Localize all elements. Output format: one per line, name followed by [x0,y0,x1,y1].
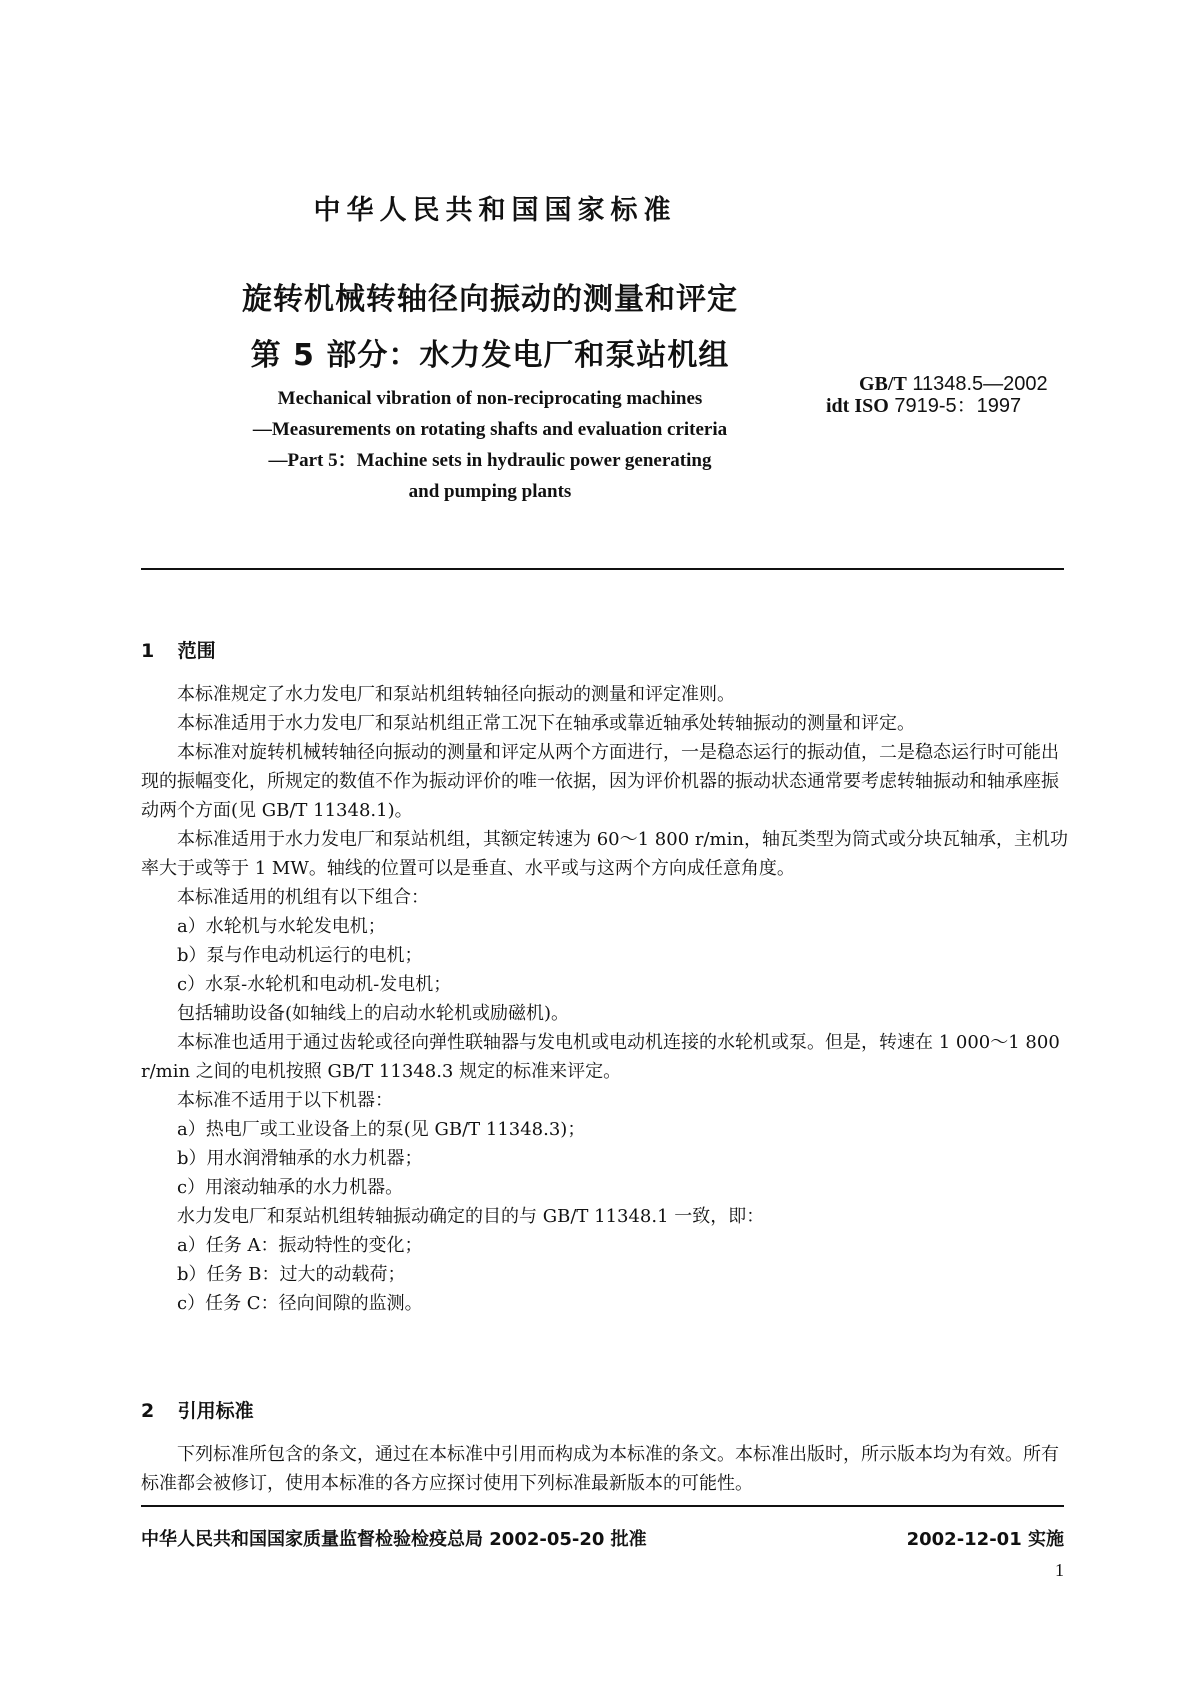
section-title: 引用标准 [177,1400,254,1422]
iso-equivalent: idt ISO 7919-5：1997 [826,395,1022,417]
section-2-heading [141,1396,254,1423]
page-number: 1 [1055,1560,1064,1580]
chinese-title-line-2: 第 5 部分：水力发电厂和泵站机组 [250,338,730,373]
standard-type-title: 中华人民共和国国家标准 [313,195,677,226]
list-item: b）泵与作电动机运行的电机； [177,945,423,966]
section-number: 1 [141,640,155,662]
english-title-line: —Measurements on rotating shafts and evaluation criteria [252,419,728,440]
english-title-line: —Part 5：Machine sets in hydraulic power generating [268,450,712,471]
english-title-line: and pumping plants [408,481,572,502]
paragraph: 本标准对旋转机械转轴径向振动的测量和评定从两个方面进行，一是稳态运行的振动值，二是稳态运行时可能出现的振幅变化，所规定的数值不作为振动评价的唯一依据，因为评价机器的振动状态通常要考虑转轴振动和轴承座振动两个方面(见 GB/T 11348.1)。 [141,742,1059,821]
list-item: b）用水润滑轴承的水力机器； [177,1148,423,1169]
paragraph: 本标准适用于水力发电厂和泵站机组，其额定转速为 60～1 800 r/min，轴瓦类型为筒式或分块瓦轴承，主机功率大于或等于 1 MW。轴线的位置可以是垂直、水平或与这两个方向成任意角度。 [141,829,1068,879]
list-item: a）热电厂或工业设备上的泵(见 GB/T 11348.3)； [177,1119,586,1140]
section-2-body [141,1440,1068,1498]
standard-code-block [826,373,1048,417]
paragraph: 本标准规定了水力发电厂和泵站机组转轴径向振动的测量和评定准则。 [177,684,735,705]
list-item: c）水泵-水轮机和电动机-发电机； [177,974,452,995]
list-item: a）水轮机与水轮发电机； [177,916,386,937]
paragraph: 下列标准所包含的条文，通过在本标准中引用而构成为本标准的条文。本标准出版时，所示版本均为有效。所有标准都会被修订，使用本标准的各方应探讨使用下列标准最新版本的可能性。 [141,1444,1059,1494]
english-title-line: Mechanical vibration of non-reciprocating machines [277,388,703,409]
paragraph: 本标准适用于水力发电厂和泵站机组正常工况下在轴承或靠近轴承处转轴振动的测量和评定。 [177,713,915,734]
paragraph: 本标准不适用于以下机器： [177,1090,393,1111]
section-1-heading [141,636,216,663]
list-item: a）任务 A：振动特性的变化； [177,1235,423,1256]
approval-statement: 中华人民共和国国家质量监督检验检疫总局 2002-05-20 批准 [141,1529,647,1550]
implementation-date: 2002-12-01 实施 [906,1529,1064,1550]
paragraph: 本标准适用的机组有以下组合： [177,887,429,908]
paragraph: 水力发电厂和泵站机组转轴振动确定的目的与 GB/T 11348.1 一致，即： [177,1206,765,1227]
paragraph: 包括辅助设备(如轴线上的启动水轮机或励磁机)。 [177,1003,570,1024]
standard-code: GB/T 11348.5—2002 [859,373,1048,395]
list-item: c）用滚动轴承的水力机器。 [177,1177,404,1198]
section-number: 2 [141,1400,155,1422]
footer-divider [141,1505,1064,1507]
english-title [140,383,840,507]
chinese-title-line-1: 旋转机械转轴径向振动的测量和评定 [242,282,738,317]
section-1-body [141,680,1068,1318]
list-item: b）任务 B：过大的动载荷； [177,1264,406,1285]
paragraph: 本标准也适用于通过齿轮或径向弹性联轴器与发电机或电动机连接的水轮机或泵。但是，转速在 1 000～1 800 r/min 之间的电机按照 GB/T 11348.3 规定的标准来评定。 [141,1032,1060,1082]
section-title: 范围 [177,640,216,662]
list-item: c）任务 C：径向间隙的监测。 [177,1293,423,1314]
header-divider [141,568,1064,570]
